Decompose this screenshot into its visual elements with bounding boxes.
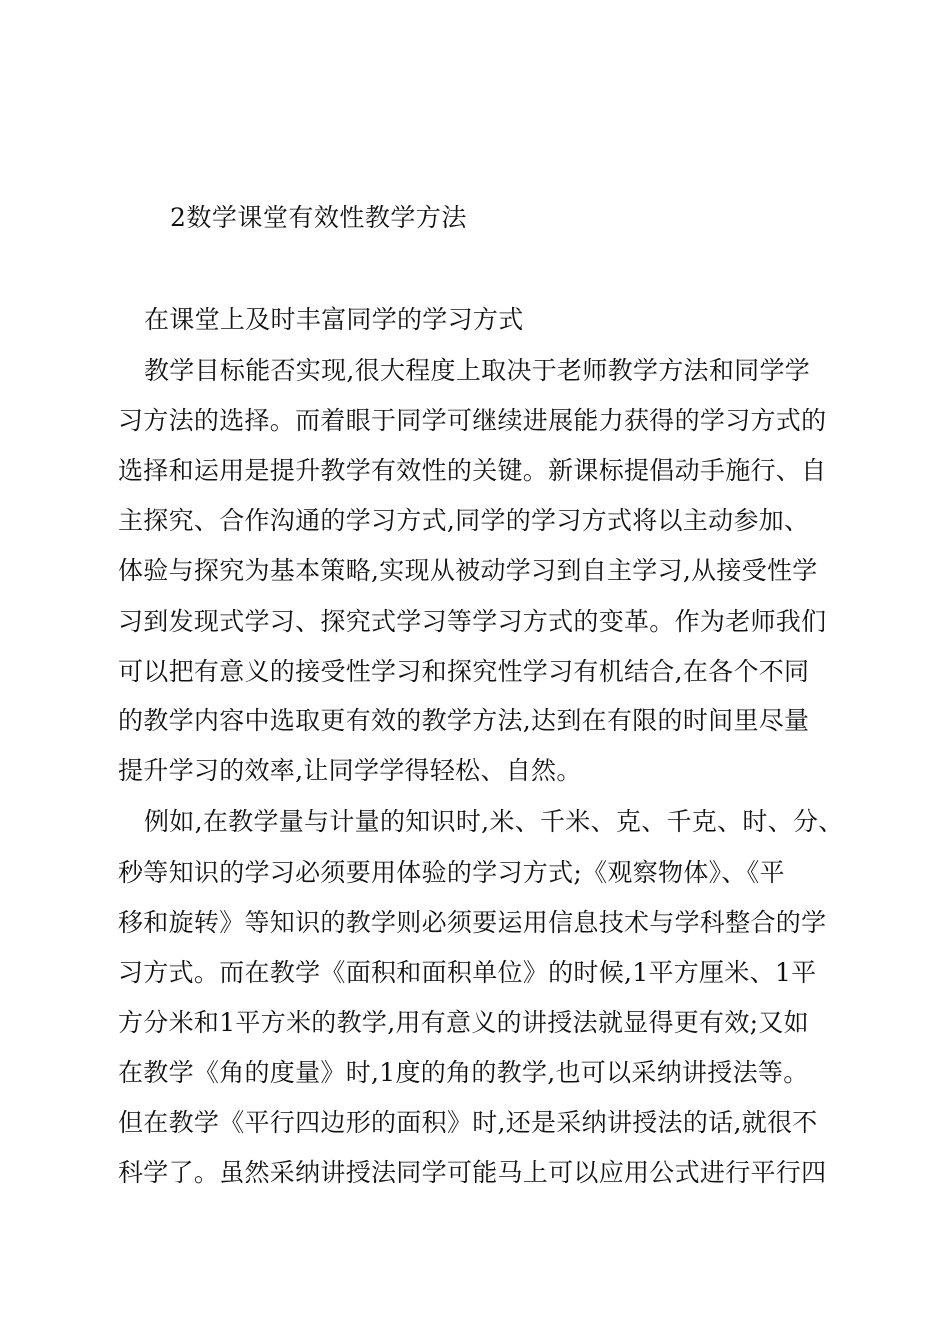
paragraph1-line-3: 选择和运用是提升教学有效性的关键。新课标提倡动手施行、自 <box>118 456 827 485</box>
paragraph2-line-7: 但在教学《平行四边形的面积》时,还是采纳讲授法的话,就很不 <box>118 1108 818 1137</box>
paragraph1-line-7: 可以把有意义的接受性学习和探究性学习有机结合,在各个不同 <box>118 657 810 686</box>
document-title: 2数学课堂有效性教学方法 <box>170 203 467 232</box>
section-heading: 在课堂上及时丰富同学的学习方式 <box>144 305 524 334</box>
paragraph1-line-4: 主探究、合作沟通的学习方式,同学的学习方式将以主动参加、 <box>118 506 810 535</box>
paragraph2-line-2: 秒等知识的学习必须要用体验的学习方式;《观察物体》、《平 <box>118 858 785 887</box>
paragraph1-line-5: 体验与探究为基本策略,实现从被动学习到自主学习,从接受性学 <box>118 556 818 585</box>
paragraph1-line-2: 习方法的选择。而着眼于同学可继续进展能力获得的学习方式的 <box>118 406 827 435</box>
paragraph2-line-5: 方分米和1平方米的教学,用有意义的讲授法就显得更有效;又如 <box>118 1008 809 1037</box>
paragraph1-line-1: 教学目标能否实现,很大程度上取决于老师教学方法和同学学 <box>144 356 811 385</box>
paragraph1-line-8: 的教学内容中选取更有效的教学方法,达到在有限的时间里尽量 <box>118 706 810 735</box>
paragraph2-line-1: 例如,在教学量与计量的知识时,米、千米、克、千克、时、分、 <box>144 807 844 836</box>
paragraph1-line-9: 提升学习的效率,让同学学得轻松、自然。 <box>118 756 582 785</box>
paragraph2-line-8: 科学了。虽然采纳讲授法同学可能马上可以应用公式进行平行四 <box>118 1158 827 1187</box>
paragraph2-line-3: 移和旋转》等知识的教学则必须要运用信息技术与学科整合的学 <box>118 908 827 937</box>
paragraph1-line-6: 习到发现式学习、探究式学习等学习方式的变革。作为老师我们 <box>118 607 827 636</box>
paragraph2-line-4: 习方式。而在教学《面积和面积单位》的时候,1平方厘米、1平 <box>118 958 817 987</box>
paragraph2-line-6: 在教学《角的度量》时,1度的角的教学,也可以采纳讲授法等。 <box>118 1058 809 1087</box>
